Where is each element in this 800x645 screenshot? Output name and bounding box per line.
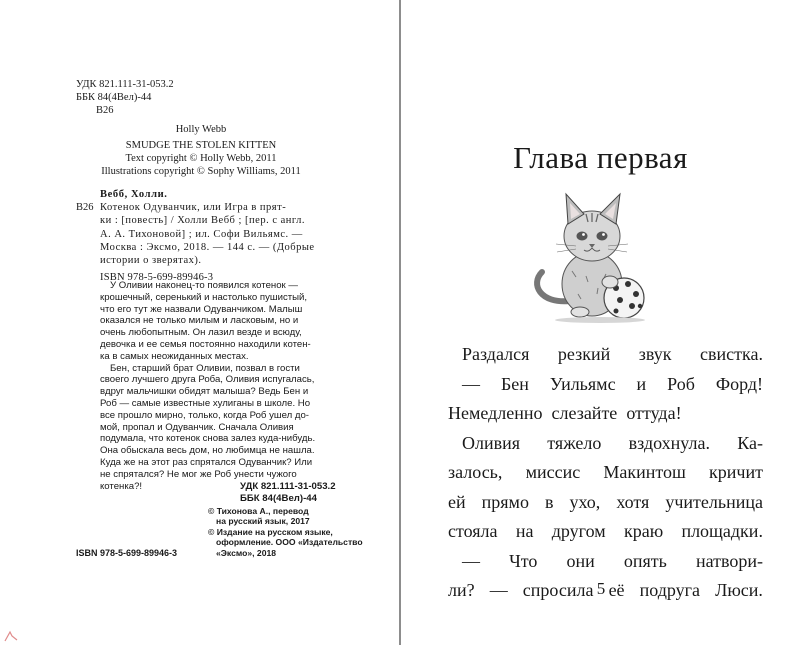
body-word: Роб [667, 373, 695, 394]
isbn-bottom: ISBN 978-5-699-89946-3 [76, 548, 178, 558]
body-text-line [448, 340, 763, 370]
body-word: залось, [448, 462, 503, 482]
body-word: её [608, 580, 625, 600]
author-english: Holly Webb [175, 124, 227, 135]
text-copyright: Text copyright © Holly Webb, 2011 [125, 153, 277, 164]
body-word: Макинтош [603, 462, 686, 482]
kitten-with-ball-illustration [520, 176, 670, 326]
annotation-line: вдруг мальчишки обидят малыша? Ведь Бен и [100, 386, 309, 398]
illustrations-copyright: Illustrations copyright © Sophy Williams, 2011 [101, 166, 301, 177]
body-word: площадки. [681, 521, 763, 541]
annotation-line: Куда же на этот раз спрятался Одуванчик? Или [100, 456, 313, 468]
body-word: ухо, [569, 491, 601, 512]
annotation-line: не спрятался? Не мог же Роб унести чужого [100, 468, 297, 480]
biblio-line: Котенок Одуванчик, или Игра в прят- [100, 202, 287, 214]
body-word: Оливия [462, 432, 521, 453]
body-text-line [448, 429, 763, 459]
udk-code-bottom: УДК 821.111-31-053.2 [240, 481, 336, 492]
biblio-line: Москва : Эксмо, 2018. — 144 с. — (Добрые [100, 241, 315, 253]
body-word: кричит [709, 462, 763, 482]
bibliographic-record [76, 188, 356, 284]
annotation-line: Роб — самые известные хулиганы в школе. Но [100, 397, 311, 409]
biblio-line: ки : [повесть] / Холли Вебб ; [пер. с англ. [100, 215, 306, 227]
annotation-line: Бен, старший брат Оливии, позвал в гости [110, 362, 300, 374]
biblio-line: А. А. Тихоновой] ; ил. Софи Вильямс. — [100, 228, 303, 240]
body-word: и [636, 373, 647, 394]
body-word: опять [623, 550, 667, 571]
body-word: — [462, 373, 480, 394]
author-russian: Вебб, Холли. [100, 189, 168, 200]
body-text-line [448, 370, 763, 400]
annotation-line: девочка и ее семья постоянно находили котен- [100, 338, 311, 350]
body-word: они [566, 550, 595, 571]
page-number: 5 [596, 579, 606, 598]
copyright-line: © Издание на русском языке, [208, 526, 333, 537]
body-text-line [448, 488, 763, 518]
body-word: ли? [448, 580, 475, 600]
body-word: прямо [481, 491, 529, 512]
body-word: — [489, 580, 508, 600]
copyright-line: на русский язык, 2017 [216, 516, 310, 527]
body-word: спросила [522, 580, 594, 600]
body-word: Что [509, 550, 538, 571]
body-word: Форд! [715, 373, 763, 394]
biblio-line: истории о зверятах). [100, 255, 202, 267]
annotation-line: мой, пропал и Одуванчик. Сначала Оливия [100, 421, 294, 433]
body-word: вздохнула. [628, 432, 710, 453]
title-english: SMUDGE THE STOLEN KITTEN [125, 140, 277, 151]
annotation-line: оказался не только милым и ласковым, но и [100, 315, 299, 327]
body-word: учительница [665, 491, 763, 512]
bbk-code: ББК 84(4Вел)-44 [76, 92, 152, 103]
body-text-line [448, 458, 763, 488]
body-word: тяжело [547, 432, 602, 453]
imprint-block [76, 78, 356, 178]
copyright-line: «Эксмо», 2018 [216, 547, 277, 558]
body-word: резкий [557, 344, 611, 364]
body-word: миссис [525, 462, 581, 482]
body-word: другом [551, 521, 606, 541]
annotation-line: очень любопытным. Он лазил везде и всюду, [100, 327, 302, 339]
body-word: подруга [639, 580, 701, 600]
biblio-code: В26 [76, 202, 94, 214]
body-text-line [448, 517, 763, 547]
annotation-line: крошечный, серенький и настолько пушистый, [100, 291, 308, 303]
body-word: слезайте [551, 403, 618, 423]
body-word: на [515, 521, 534, 541]
copyright-notice [208, 506, 378, 558]
body-word: свистка. [700, 344, 763, 364]
body-word: звук [638, 344, 672, 364]
annotation-line: своего лучшего друга Роба, Оливия испугалась, [100, 374, 315, 386]
chapter-body-text [448, 340, 763, 606]
body-word: оттуда! [626, 403, 682, 423]
body-word: в [544, 491, 554, 512]
codes-bottom [240, 481, 336, 504]
annotation-line: ка в самых неожиданных местах. [100, 350, 249, 362]
body-word: Немедленно [448, 403, 543, 423]
scan-corner-mark-icon [4, 630, 18, 642]
body-text-line [448, 547, 763, 577]
body-word: Бен [500, 373, 529, 394]
annotation-line: все прошло мирно, только, когда Роб ушел до- [100, 409, 309, 421]
author-mark-code: В26 [96, 105, 114, 116]
body-word: натвори- [695, 550, 763, 571]
bbk-code-bottom: ББК 84(4Вел)-44 [240, 492, 317, 504]
biblio-text [100, 201, 356, 267]
body-word: Уильямс [549, 373, 616, 394]
annotation-line: подумала, что котенок снова залез куда-нибудь. [100, 433, 316, 445]
body-text-line [448, 399, 763, 429]
annotation-line: Она обыскала весь дом, но любимца не нашла. [100, 445, 315, 457]
body-word: краю [623, 521, 664, 541]
copyright-line: © Тихонова А., перевод [208, 506, 309, 516]
biblio-isbn: ISBN 978-5-699-89946-3 [100, 272, 214, 284]
copyright-line: оформление. ООО «Издательство [216, 537, 363, 548]
annotation-line: что его тут же назвали Одуванчиком. Малыш [100, 303, 303, 315]
annotation-line: котенка?! [100, 480, 143, 492]
body-word: стояла [448, 521, 498, 541]
body-word: Люси. [715, 580, 763, 600]
body-word: ей [448, 491, 466, 512]
left-page-imprint [0, 0, 399, 645]
body-word: Ка- [737, 432, 763, 453]
body-word: хотя [616, 491, 650, 512]
body-word: — [462, 550, 480, 571]
annotation-line: У Оливии наконец-то появился котенок — [110, 280, 299, 291]
body-word: Раздался [462, 344, 530, 364]
annotation-text [100, 280, 355, 492]
right-page-chapter [401, 0, 800, 645]
udk-code: УДК 821.111-31-053.2 [76, 79, 174, 90]
chapter-title: Глава первая [513, 140, 688, 175]
